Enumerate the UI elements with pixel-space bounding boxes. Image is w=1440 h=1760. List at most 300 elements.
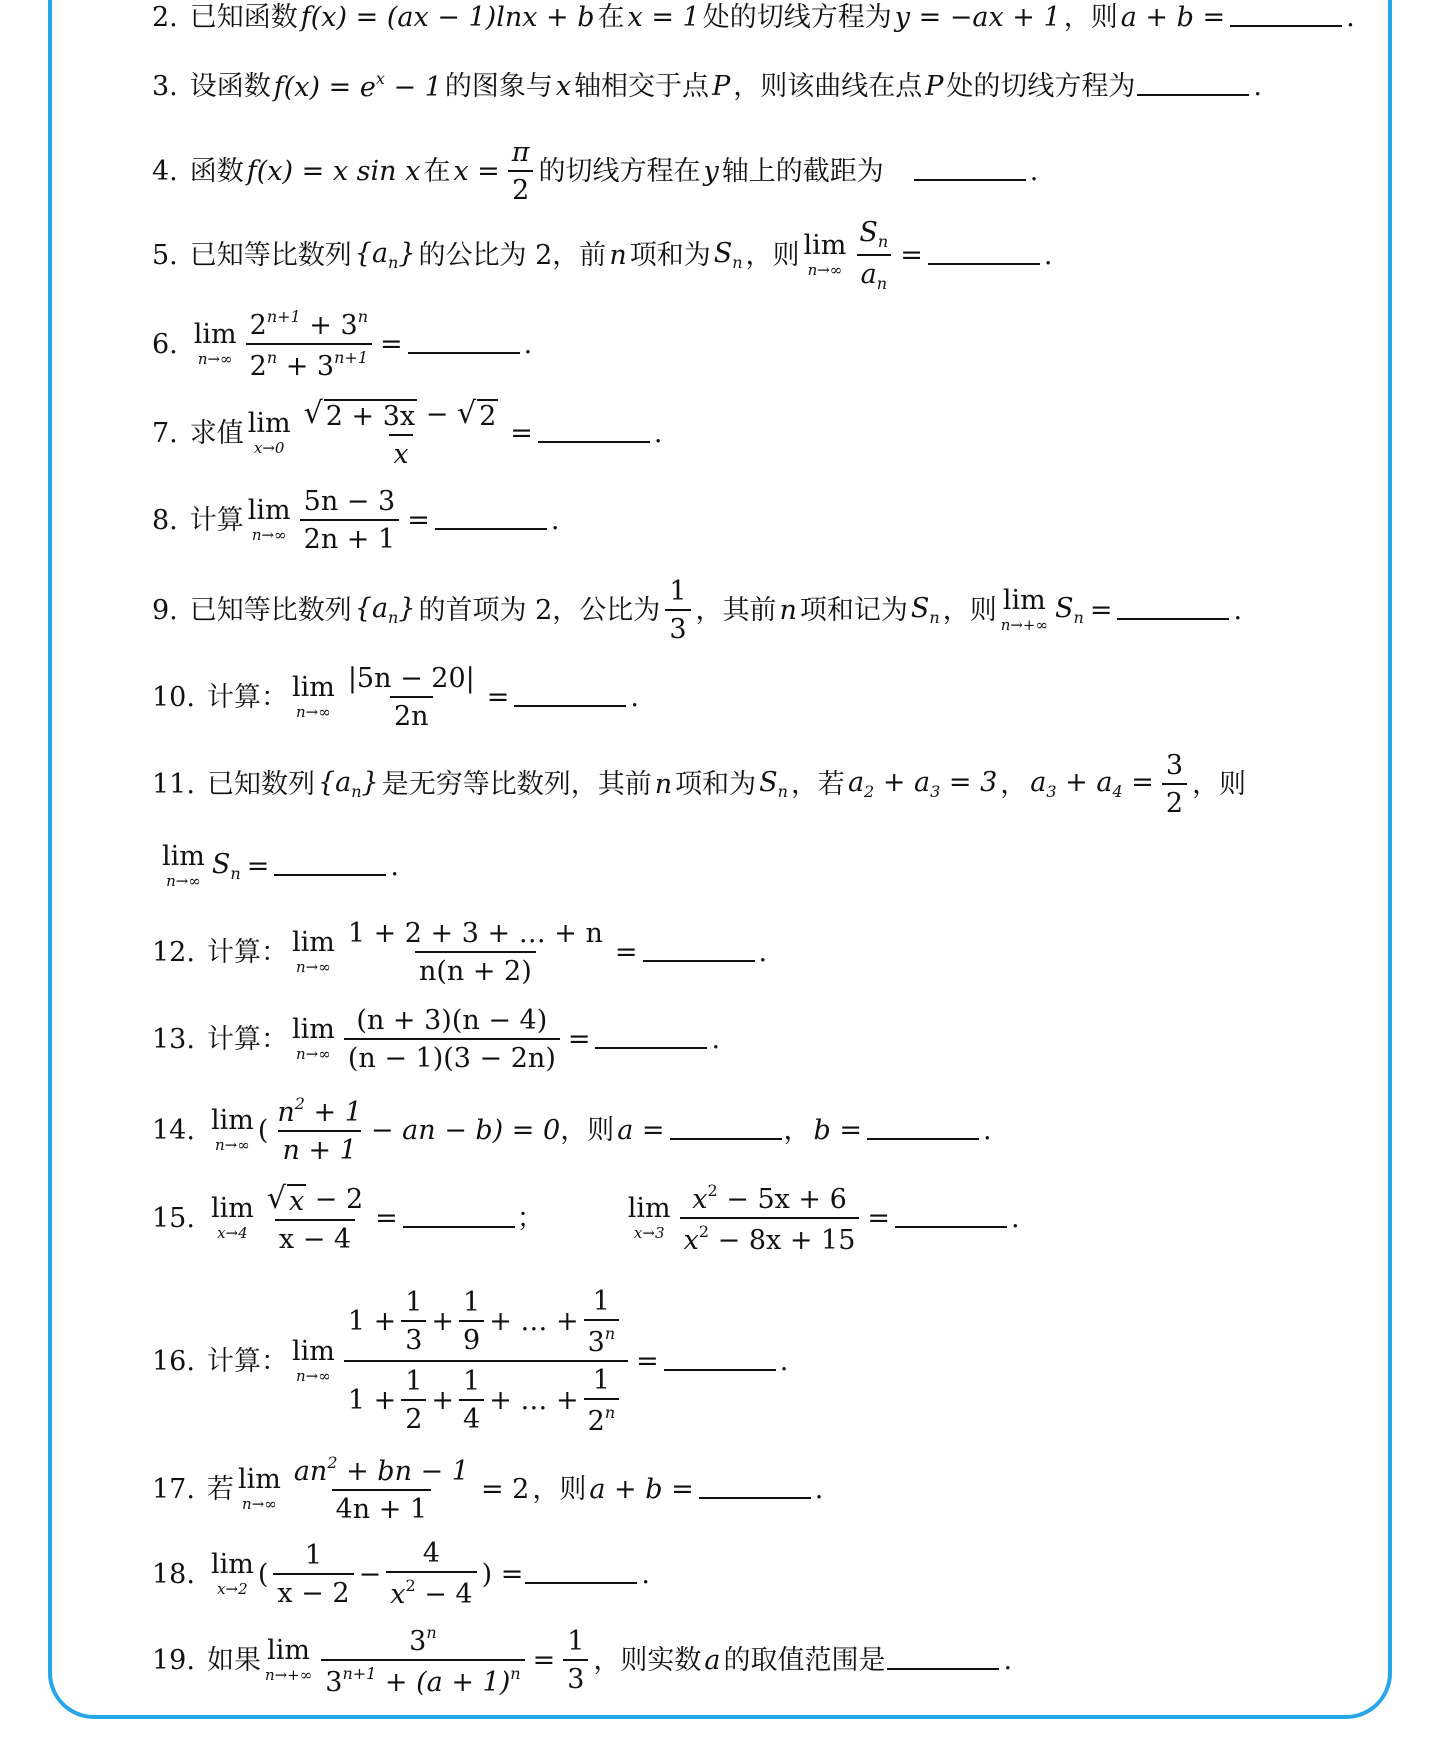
text: 处的切线方程为 <box>946 70 1136 102</box>
lim-text: lim <box>803 230 847 261</box>
math-expr: a + b = <box>589 1473 694 1505</box>
fraction <box>273 1539 353 1609</box>
math-part: + 3 <box>277 350 335 382</box>
fraction <box>344 1004 560 1074</box>
math-expr <box>910 592 940 627</box>
denominator: 3 <box>665 609 690 643</box>
math-expr: a <box>704 1644 721 1676</box>
text: ，则实数 <box>593 1644 702 1676</box>
period: . <box>983 1114 992 1146</box>
question-14 <box>152 1086 992 1174</box>
fraction <box>584 1285 620 1358</box>
question-8 <box>152 476 559 564</box>
question-number: 15. <box>152 1202 195 1234</box>
subscript: 2 <box>864 781 875 801</box>
math-expr <box>1055 592 1084 627</box>
math-part: 2 <box>249 309 267 341</box>
text: ，则 <box>532 1473 587 1505</box>
answer-blank[interactable] <box>435 528 547 530</box>
numerator: 1 <box>304 1539 323 1571</box>
equals-sign: = <box>407 504 430 536</box>
question-number: 9. <box>152 594 178 626</box>
math-part: + … + <box>489 1306 579 1337</box>
math-part: = <box>1122 766 1154 798</box>
lim-text: lim <box>210 1193 254 1224</box>
lim-text: lim <box>210 1549 254 1580</box>
denominator: 2n + 1 <box>300 519 400 553</box>
math-part: } <box>398 592 416 624</box>
answer-blank[interactable] <box>664 1369 776 1371</box>
math-part: } <box>361 766 379 798</box>
subscript: n <box>876 273 887 293</box>
math-part: − 4 <box>415 1579 473 1610</box>
answer-blank-2[interactable] <box>895 1226 1007 1228</box>
numerator <box>300 395 503 434</box>
lim-text: lim <box>247 495 291 526</box>
math-part: − 8x + 15 <box>709 1224 856 1256</box>
text: ，则 <box>942 594 997 626</box>
math-part: {a <box>317 766 352 798</box>
answer-blank[interactable] <box>1137 94 1249 96</box>
period: . <box>1003 1644 1013 1676</box>
fraction <box>386 1540 476 1608</box>
math-expr: y = −ax + 1 <box>894 1 1061 33</box>
fraction <box>321 1622 524 1698</box>
limit-operator <box>162 843 205 889</box>
fraction <box>401 1289 426 1354</box>
subscript: n <box>929 607 940 627</box>
numerator: 1 <box>592 1285 610 1317</box>
answer-blank[interactable] <box>1117 618 1229 620</box>
question-number: 6. <box>152 328 178 360</box>
fraction <box>459 1368 484 1433</box>
question-number: 14. <box>152 1114 195 1146</box>
answer-blank-b[interactable] <box>867 1138 979 1140</box>
equals-sign: = <box>380 328 403 360</box>
limit-operator <box>211 1195 254 1241</box>
math-part: S <box>759 766 778 798</box>
text: ， <box>1000 768 1028 800</box>
superscript: n+1 <box>342 1663 377 1683</box>
question-number: 3. <box>152 70 178 102</box>
text: 轴相交于点 <box>574 70 710 102</box>
answer-blank-1[interactable] <box>403 1226 515 1228</box>
lim-subscript: x→4 <box>217 1224 248 1242</box>
numerator: |5n − 20| <box>347 662 475 694</box>
math-expr <box>274 71 442 101</box>
subscript: 3 <box>1046 781 1057 801</box>
text: ，则该曲线在点 <box>733 70 923 102</box>
question-number: 10. <box>152 681 195 713</box>
numerator: π <box>511 136 530 168</box>
limit-operator <box>194 321 237 367</box>
limit-operator <box>248 410 291 456</box>
math-expr: f(x) = (ax − 1)lnx + b <box>300 1 595 33</box>
question-15 <box>152 1174 1020 1262</box>
denominator <box>584 1319 620 1356</box>
superscript: n <box>510 1663 521 1683</box>
math-part: 3 <box>325 1666 343 1698</box>
math-part: f(x) = e <box>273 72 376 103</box>
denominator: x <box>389 434 412 468</box>
fraction <box>508 136 534 206</box>
math-expr <box>713 237 743 272</box>
math-part: a <box>1030 766 1047 798</box>
question-number: 8. <box>152 504 178 536</box>
denominator: n(n + 2) <box>415 951 536 985</box>
lim-subscript: x→2 <box>217 1580 248 1598</box>
limit-operator <box>211 1107 254 1153</box>
equals-sign: = <box>375 1202 398 1234</box>
fraction <box>290 1455 473 1523</box>
text: 的取值范围是 <box>723 1644 886 1676</box>
numerator <box>290 1455 473 1489</box>
question-number: 4. <box>152 155 178 187</box>
fraction <box>680 1180 860 1256</box>
math-part: + a <box>874 766 931 798</box>
text: 已知等比数列 <box>189 594 352 626</box>
subscript: n <box>877 231 889 251</box>
period: . <box>1346 1 1355 33</box>
numerator: 1 <box>463 1287 481 1318</box>
limit-operator <box>211 1551 254 1597</box>
question-16 <box>152 1286 788 1436</box>
limit-operator <box>292 1016 335 1062</box>
period: . <box>779 1345 789 1377</box>
radical-sign: √ <box>266 1180 286 1216</box>
question-11-continued <box>158 822 399 910</box>
superscript: 2 <box>698 1221 710 1241</box>
question-7 <box>152 389 662 477</box>
fraction <box>246 306 372 382</box>
math-expr: P <box>925 70 944 102</box>
math-part: − 2 <box>306 1183 364 1215</box>
math-part: 3 <box>587 1326 605 1358</box>
limit-operator <box>628 1195 671 1241</box>
text: ，若 <box>790 768 845 800</box>
question-number: 5. <box>152 239 178 271</box>
paren: ( <box>257 1114 269 1146</box>
denominator: x − 2 <box>273 1573 353 1607</box>
answer-blank[interactable] <box>538 441 650 443</box>
math-part: − 1 <box>384 72 442 103</box>
period: . <box>1043 239 1053 271</box>
text: 计算： <box>206 1345 288 1377</box>
lim-text: lim <box>237 1464 281 1495</box>
math-expr: P <box>712 70 731 102</box>
question-number: 19. <box>152 1644 195 1676</box>
math-part: + 3 <box>300 309 358 341</box>
period: . <box>653 417 663 449</box>
equals-sign: = <box>532 1644 556 1676</box>
fraction <box>344 917 607 987</box>
text: 已知等比数列 <box>189 239 352 271</box>
math-expr: x <box>555 70 572 102</box>
answer-blank-a[interactable] <box>670 1138 782 1140</box>
math-expr <box>759 766 788 801</box>
subscript: n <box>777 781 788 801</box>
lim-text: lim <box>1002 585 1046 616</box>
question-number: 11. <box>152 768 195 800</box>
equals-sign: = <box>900 239 923 271</box>
math-part: + <box>431 1385 455 1416</box>
denominator: (n − 1)(3 − 2n) <box>344 1038 560 1072</box>
math-part: 3 <box>409 1625 427 1657</box>
fraction <box>401 1368 426 1433</box>
question-number: 12. <box>152 936 195 968</box>
period: . <box>758 936 768 968</box>
numerator: (n + 3)(n − 4) <box>356 1004 548 1036</box>
radical-sign: √ <box>456 395 477 431</box>
subscript: 3 <box>930 781 941 801</box>
paren-equals: ) = <box>481 1558 524 1590</box>
math-part: 1 + <box>347 1306 397 1337</box>
semicolon: ； <box>516 1202 544 1234</box>
denominator: x − 4 <box>275 1219 355 1253</box>
lim-subscript: n→∞ <box>296 703 331 721</box>
answer-blank[interactable] <box>887 1668 999 1670</box>
radicand: 2 + 3x <box>325 400 416 432</box>
lim-text: lim <box>210 1105 254 1136</box>
math-part: + a <box>1056 766 1113 798</box>
fraction <box>459 1289 484 1354</box>
period: . <box>1253 70 1262 102</box>
numerator: 1 <box>567 1625 585 1657</box>
fraction <box>273 1096 366 1164</box>
paren: ( <box>257 1558 269 1590</box>
math-part: + <box>431 1306 455 1337</box>
question-19 <box>152 1616 1012 1704</box>
math-expr: y <box>703 155 719 187</box>
answer-blank[interactable] <box>643 960 755 962</box>
equals-sign: = <box>246 850 270 882</box>
numerator: 1 <box>669 575 687 607</box>
radical-sign: √ <box>303 395 323 431</box>
lim-subscript: n→∞ <box>197 350 233 368</box>
subscript: 4 <box>1112 781 1123 801</box>
question-number: 16. <box>152 1345 195 1377</box>
question-number: 2. <box>152 1 178 33</box>
lim-subscript: n→∞ <box>166 872 201 890</box>
equals-sign: = <box>1089 594 1113 626</box>
denominator: 2n <box>390 696 433 730</box>
math-part: S <box>211 848 231 880</box>
text: 的公比为 2，前 <box>418 239 607 271</box>
text: ，则 <box>1192 768 1247 800</box>
denominator: 2 <box>1162 783 1187 817</box>
denominator: 2 <box>508 170 533 204</box>
math-expr: a + b = <box>1120 1 1226 33</box>
math-part: {a <box>354 592 389 624</box>
denominator: 4n + 1 <box>332 1489 432 1523</box>
math-part: + … + <box>489 1385 579 1416</box>
fraction <box>1162 749 1187 819</box>
fraction <box>300 485 400 555</box>
text: 计算 <box>189 504 244 536</box>
superscript: n <box>357 306 368 326</box>
limit-operator <box>1001 587 1048 633</box>
answer-blank[interactable] <box>1230 25 1342 27</box>
math-part: a <box>847 766 865 798</box>
equals-sign: = <box>510 417 533 449</box>
period: . <box>814 1473 824 1505</box>
math-expr <box>211 848 241 883</box>
math-part: {a <box>354 237 389 269</box>
answer-blank[interactable] <box>514 705 626 707</box>
superscript: n+1 <box>334 347 368 367</box>
question-number: 13. <box>152 1023 195 1055</box>
text: 项和为 <box>629 239 711 271</box>
fraction <box>344 662 479 732</box>
fraction <box>344 1285 628 1437</box>
equals-sign: = <box>867 1202 891 1234</box>
lim-subscript: n→∞ <box>242 1495 277 1513</box>
text: 是无穷等比数列，其前 <box>381 768 652 800</box>
superscript: 2 <box>405 1576 416 1595</box>
numerator: 3 <box>1165 749 1184 781</box>
answer-blank[interactable] <box>408 352 520 354</box>
math-expr: b = <box>813 1114 862 1146</box>
question-17 <box>152 1445 823 1533</box>
lim-text: lim <box>291 1014 335 1045</box>
period: . <box>550 504 560 536</box>
math-part: x <box>692 1183 708 1215</box>
numerator <box>855 216 892 254</box>
text: 已知数列 <box>206 768 315 800</box>
lim-text: lim <box>291 1336 335 1367</box>
square-root <box>266 1180 306 1217</box>
text: ， <box>783 1114 811 1146</box>
fraction <box>563 1625 588 1695</box>
numerator <box>344 1285 628 1360</box>
equals-sign: = <box>486 681 510 713</box>
question-9 <box>152 566 1242 654</box>
superscript: n <box>604 1323 616 1343</box>
question-10 <box>152 653 639 741</box>
period: . <box>1011 1202 1020 1234</box>
lim-text: lim <box>162 841 205 872</box>
lim-text: lim <box>291 927 335 958</box>
text: 的图象与 <box>444 70 553 102</box>
text: 的首项为 2，公比为 <box>418 594 661 626</box>
limit-operator <box>265 1637 312 1683</box>
text: 计算： <box>206 1023 288 1055</box>
math-part: n <box>277 1097 295 1128</box>
lim-subscript: n→∞ <box>296 1045 331 1063</box>
lim-text: lim <box>627 1193 671 1224</box>
numerator: 1 <box>463 1366 481 1397</box>
answer-blank[interactable] <box>274 874 386 876</box>
math-part: − <box>417 398 457 430</box>
subscript: n <box>351 781 362 801</box>
denominator <box>680 1217 860 1254</box>
math-expr: x = <box>453 155 500 187</box>
subscript: n <box>388 607 399 627</box>
question-5 <box>152 211 1052 299</box>
denominator <box>344 1360 628 1435</box>
superscript: n <box>426 1622 437 1642</box>
text: 轴上的截距为 <box>721 155 884 187</box>
text: 若 <box>206 1473 234 1505</box>
fraction <box>584 1364 620 1437</box>
lim-subscript: n→∞ <box>296 958 331 976</box>
text: 项和记为 <box>799 594 908 626</box>
equals-sign: = <box>614 936 638 968</box>
question-3 <box>152 42 1262 130</box>
answer-blank[interactable] <box>525 1582 637 1584</box>
math-expr <box>354 237 416 272</box>
math-part: x <box>683 1224 699 1256</box>
question-number: 17. <box>152 1473 195 1505</box>
numerator <box>273 1096 366 1130</box>
math-expr <box>847 766 998 801</box>
text: 的切线方程在 <box>538 155 701 187</box>
math-part: = 3 <box>940 766 998 798</box>
math-part: S <box>1055 592 1074 624</box>
math-expr: = 2 <box>480 1473 530 1505</box>
limit-operator <box>238 1466 281 1512</box>
denominator <box>584 1398 620 1435</box>
math-part: x <box>390 1579 406 1610</box>
text: 项和为 <box>675 768 757 800</box>
numerator: 1 + 2 + 3 + … + n <box>347 917 603 949</box>
denominator <box>386 1571 476 1608</box>
denominator: 3 <box>563 1659 588 1693</box>
denominator <box>857 254 891 292</box>
equals-sign: = <box>567 1023 591 1055</box>
subscript: n <box>230 863 241 883</box>
lim-subscript: n→+∞ <box>264 1666 313 1684</box>
fraction <box>300 395 503 470</box>
text: 处的切线方程为 <box>702 1 892 33</box>
superscript: x <box>375 69 385 88</box>
math-expr: a = <box>617 1114 665 1146</box>
denominator <box>321 1659 524 1696</box>
superscript: 2 <box>707 1180 718 1200</box>
minus-sign: − <box>358 1558 382 1590</box>
subscript: n <box>388 252 399 272</box>
radicand: 2 <box>479 400 497 432</box>
math-expr <box>354 592 416 627</box>
answer-blank[interactable] <box>595 1047 707 1049</box>
superscript: n <box>266 347 278 367</box>
math-expr: n <box>779 594 797 626</box>
square-root <box>303 395 418 432</box>
math-part: a <box>860 258 877 290</box>
numerator <box>246 306 372 343</box>
question-number: 18. <box>152 1558 195 1590</box>
math-part: S <box>910 592 930 624</box>
answer-blank[interactable] <box>699 1497 811 1499</box>
text: ，其前 <box>695 594 777 626</box>
numerator <box>263 1180 367 1219</box>
limit-operator <box>292 674 335 720</box>
text: 求值 <box>189 417 244 449</box>
radicand: x <box>288 1185 305 1217</box>
subscript: n <box>1073 607 1084 627</box>
math-expr: n <box>654 768 673 800</box>
period: . <box>1233 594 1243 626</box>
question-18 <box>152 1530 650 1618</box>
fraction <box>855 216 892 293</box>
math-expr <box>1030 766 1154 801</box>
text: 已知函数 <box>189 1 298 33</box>
math-part: + 1 <box>304 1097 362 1128</box>
lim-text: lim <box>247 408 291 439</box>
limit-operator <box>248 497 291 543</box>
answer-blank[interactable] <box>928 263 1040 265</box>
answer-blank[interactable] <box>914 179 1026 181</box>
